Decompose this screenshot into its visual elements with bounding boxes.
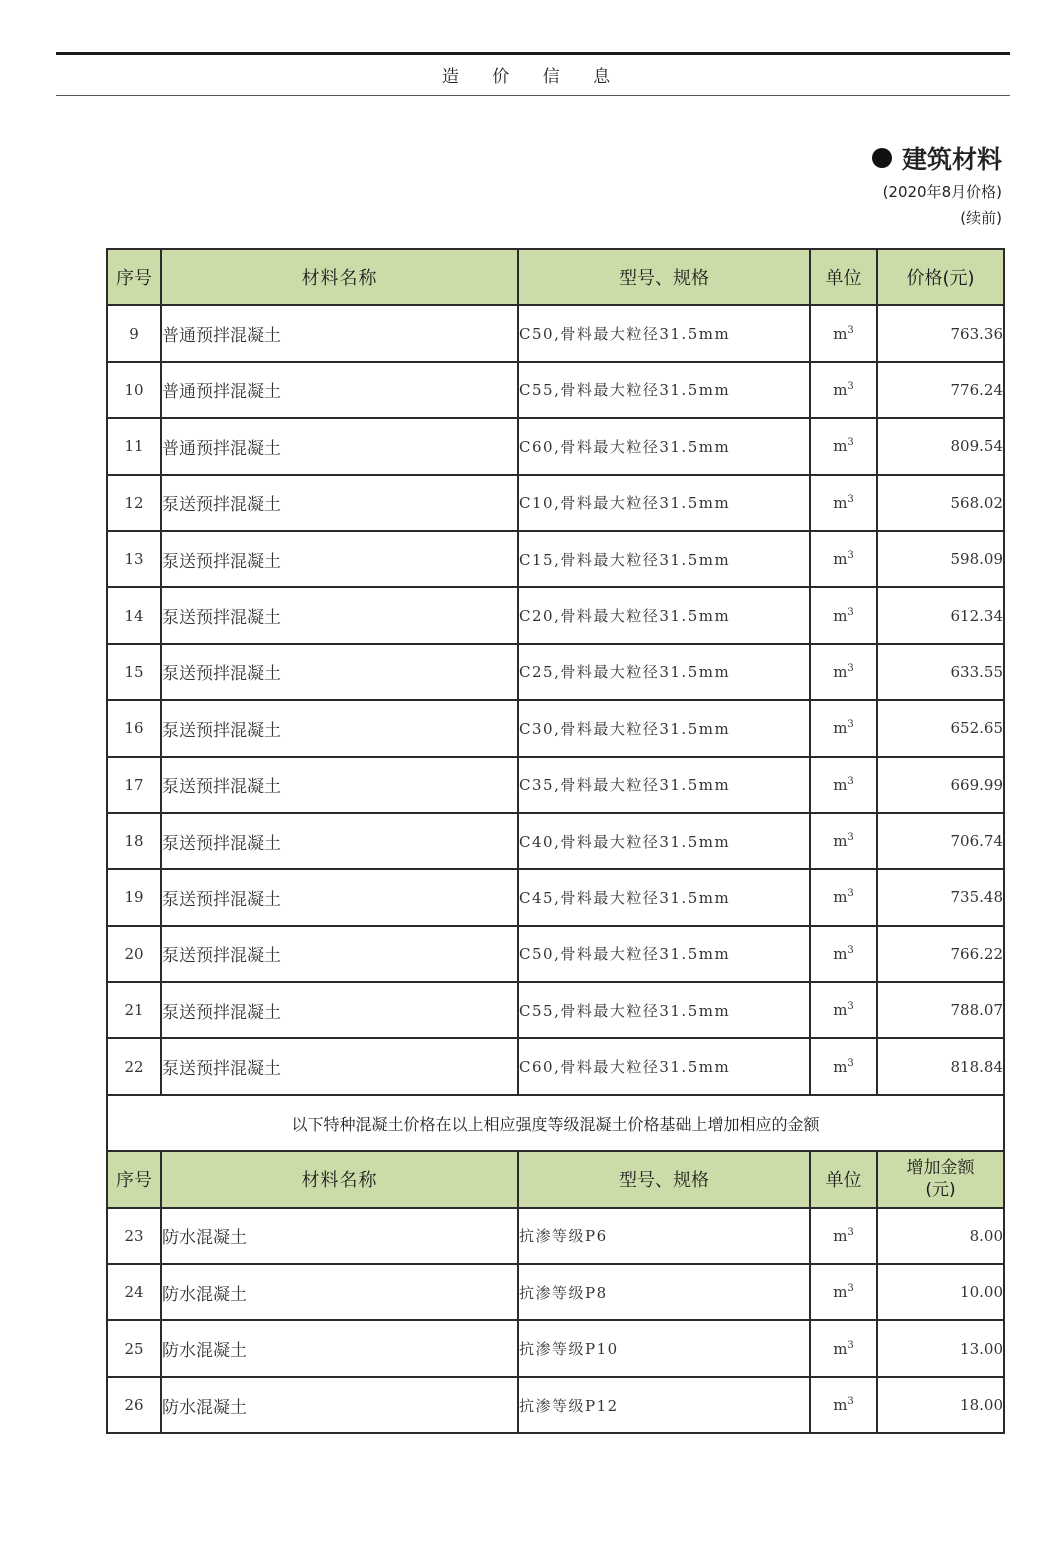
cell-no: 19 [107,869,161,925]
unit-base: m [833,888,848,907]
header2-name: 材料名称 [161,1151,518,1207]
cell-price: 788.07 [877,982,1004,1038]
unit-exponent: 3 [847,1283,854,1295]
unit-exponent: 3 [847,1226,854,1238]
cell-unit [810,757,877,813]
header-spec: 型号、规格 [518,249,810,305]
cell-spec: C40,骨料最大粒径31.5mm [518,813,810,869]
cell-unit [810,587,877,643]
cell-price: 818.84 [877,1038,1004,1094]
table-row [107,1377,1004,1433]
header-no: 序号 [107,249,161,305]
cell-name: 防水混凝土 [161,1264,518,1320]
cell-no: 17 [107,757,161,813]
unit-exponent: 3 [847,437,854,449]
section-heading [872,140,1002,176]
unit-base: m [833,324,848,343]
table-row [107,475,1004,531]
cell-name: 普通预拌混凝土 [161,418,518,474]
cell-no: 12 [107,475,161,531]
unit-base: m [833,662,848,681]
cell-name: 普通预拌混凝土 [161,362,518,418]
cell-unit [810,1320,877,1376]
unit-base: m [833,380,848,399]
cell-price: 18.00 [877,1377,1004,1433]
cell-price: 568.02 [877,475,1004,531]
cell-no: 25 [107,1320,161,1376]
cell-price: 652.65 [877,700,1004,756]
cell-price: 8.00 [877,1208,1004,1264]
cell-spec: C60,骨料最大粒径31.5mm [518,1038,810,1094]
table-row [107,531,1004,587]
header-top-rule [56,52,1010,55]
cell-unit [810,644,877,700]
header-bottom-rule [56,95,1010,96]
unit-base: m [833,1283,848,1302]
cell-unit [810,362,877,418]
cell-no: 23 [107,1208,161,1264]
table-row [107,757,1004,813]
table-row [107,1038,1004,1094]
cell-unit [810,700,877,756]
table-header-row [107,249,1004,305]
table-row [107,587,1004,643]
header2-amount-line1: 增加金额 [906,1158,975,1179]
header2-unit: 单位 [810,1151,877,1207]
cell-unit [810,1208,877,1264]
cell-name: 泵送预拌混凝土 [161,982,518,1038]
cell-unit [810,418,877,474]
cell-spec: C35,骨料最大粒径31.5mm [518,757,810,813]
unit-exponent: 3 [847,380,854,392]
unit-exponent: 3 [847,1057,854,1069]
cell-no: 9 [107,305,161,361]
cell-price: 735.48 [877,869,1004,925]
cell-no: 26 [107,1377,161,1433]
unit-base: m [833,1001,848,1020]
header-name: 材料名称 [161,249,518,305]
section-title: 建筑材料 [901,145,1002,174]
table-row [107,644,1004,700]
price-table [106,248,1005,1434]
unit-base: m [833,1226,848,1245]
cell-price: 10.00 [877,1264,1004,1320]
table-row [107,869,1004,925]
unit-exponent: 3 [847,832,854,844]
cell-unit [810,475,877,531]
cell-no: 14 [107,587,161,643]
cell-spec: C30,骨料最大粒径31.5mm [518,700,810,756]
cell-name: 防水混凝土 [161,1377,518,1433]
cell-no: 15 [107,644,161,700]
table-row [107,926,1004,982]
cell-name: 泵送预拌混凝土 [161,926,518,982]
cell-name: 泵送预拌混凝土 [161,587,518,643]
cell-no: 24 [107,1264,161,1320]
cell-spec: C50,骨料最大粒径31.5mm [518,926,810,982]
cell-name: 防水混凝土 [161,1208,518,1264]
cell-spec: C60,骨料最大粒径31.5mm [518,418,810,474]
cell-no: 11 [107,418,161,474]
unit-base: m [833,606,848,625]
filled-circle-icon [872,148,892,168]
unit-exponent: 3 [847,606,854,618]
cell-unit [810,926,877,982]
cell-unit [810,305,877,361]
cell-price: 612.34 [877,587,1004,643]
cell-spec: C55,骨料最大粒径31.5mm [518,982,810,1038]
cell-spec: C45,骨料最大粒径31.5mm [518,869,810,925]
header2-spec: 型号、规格 [518,1151,810,1207]
cell-spec: C25,骨料最大粒径31.5mm [518,644,810,700]
cell-unit [810,982,877,1038]
cell-name: 泵送预拌混凝土 [161,1038,518,1094]
unit-exponent: 3 [847,324,854,336]
cell-name: 泵送预拌混凝土 [161,813,518,869]
cell-price: 809.54 [877,418,1004,474]
cell-price: 633.55 [877,644,1004,700]
table-row [107,813,1004,869]
header2-no: 序号 [107,1151,161,1207]
cell-spec: 抗渗等级P8 [518,1264,810,1320]
cell-no: 16 [107,700,161,756]
cell-spec: 抗渗等级P10 [518,1320,810,1376]
section-subtitle: (2020年8月价格) [882,183,1002,201]
cell-no: 13 [107,531,161,587]
cell-no: 22 [107,1038,161,1094]
cell-name: 泵送预拌混凝土 [161,475,518,531]
table-note: 以下特种混凝土价格在以上相应强度等级混凝土价格基础上增加相应的金额 [107,1095,1004,1151]
cell-name: 普通预拌混凝土 [161,305,518,361]
cell-unit [810,1038,877,1094]
cell-price: 598.09 [877,531,1004,587]
cell-name: 泵送预拌混凝土 [161,531,518,587]
unit-exponent: 3 [847,493,854,505]
cell-spec: 抗渗等级P12 [518,1377,810,1433]
cell-spec: C10,骨料最大粒径31.5mm [518,475,810,531]
cell-spec: C50,骨料最大粒径31.5mm [518,305,810,361]
unit-exponent: 3 [847,550,854,562]
unit-base: m [833,493,848,512]
cell-name: 泵送预拌混凝土 [161,644,518,700]
cell-price: 669.99 [877,757,1004,813]
table-row [107,362,1004,418]
cell-price: 706.74 [877,813,1004,869]
table-row [107,1208,1004,1264]
cell-unit [810,869,877,925]
unit-exponent: 3 [847,662,854,674]
unit-base: m [833,775,848,794]
table-row [107,1264,1004,1320]
unit-exponent: 3 [847,1339,854,1351]
unit-base: m [833,719,848,738]
table-row [107,700,1004,756]
cell-price: 13.00 [877,1320,1004,1376]
cell-unit [810,531,877,587]
cell-name: 防水混凝土 [161,1320,518,1376]
cell-name: 泵送预拌混凝土 [161,700,518,756]
unit-exponent: 3 [847,719,854,731]
unit-exponent: 3 [847,775,854,787]
table-row [107,418,1004,474]
unit-exponent: 3 [847,888,854,900]
cell-spec: C55,骨料最大粒径31.5mm [518,362,810,418]
cell-no: 21 [107,982,161,1038]
cell-spec: C15,骨料最大粒径31.5mm [518,531,810,587]
unit-exponent: 3 [847,1001,854,1013]
table-header-row-2 [107,1151,1004,1207]
cell-spec: C20,骨料最大粒径31.5mm [518,587,810,643]
unit-base: m [833,1396,848,1414]
cell-price: 766.22 [877,926,1004,982]
unit-base: m [833,832,848,851]
cell-unit [810,813,877,869]
page-header-title: 造 价 信 息 [441,67,625,87]
cell-no: 10 [107,362,161,418]
unit-base: m [833,1057,848,1076]
header2-amount-line2: (元) [925,1180,956,1201]
table-row [107,1320,1004,1376]
cell-name: 泵送预拌混凝土 [161,869,518,925]
unit-base: m [833,944,848,963]
cell-spec: 抗渗等级P6 [518,1208,810,1264]
unit-exponent: 3 [847,944,854,956]
header-price: 价格(元) [877,249,1004,305]
unit-exponent: 3 [847,1396,854,1407]
cell-no: 20 [107,926,161,982]
table-note-row [107,1095,1004,1151]
header-unit: 单位 [810,249,877,305]
header2-amount [877,1151,1004,1207]
table-row [107,305,1004,361]
cell-name: 泵送预拌混凝土 [161,757,518,813]
cell-price: 776.24 [877,362,1004,418]
table-row [107,982,1004,1038]
unit-base: m [833,550,848,569]
unit-base: m [833,437,848,456]
cell-no: 18 [107,813,161,869]
unit-base: m [833,1339,848,1358]
cell-unit [810,1264,877,1320]
section-continued-note: (续前) [960,209,1002,227]
cell-unit [810,1377,877,1433]
cell-price: 763.36 [877,305,1004,361]
